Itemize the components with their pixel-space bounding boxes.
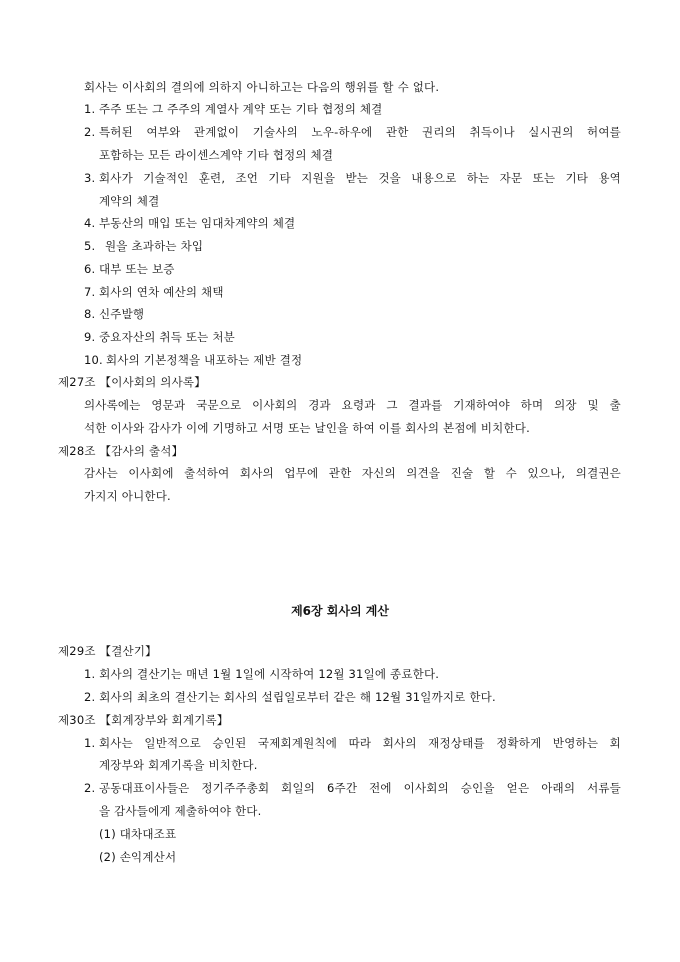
article-30-item: 공동대표이사들은 정기주주총회 회일의 6주간 전에 이사회의 승인을 얻은 아래의 서류들 (99, 781, 621, 795)
item-text: 특허된 여부와 관계없이 기술사의 노우-하우에 관한 권리의 취득이나 실시권의 허여를 (99, 125, 621, 139)
article-27-body: 의사록에는 영문과 국문으로 이사회의 경과 요령과 그 결과를 기재하여야 하며 의장 및 출 (84, 398, 621, 412)
item-text: 신주발행 (99, 307, 145, 321)
item-number: 2. (84, 781, 96, 795)
article-27-heading: 제27조 【이사회의 의사록】 (58, 375, 206, 389)
item-text-continued: 포함하는 모든 라이센스계약 기타 협정의 체결 (99, 148, 334, 162)
item-number: 4. (84, 216, 96, 230)
article-29-heading: 제29조 【결산기】 (58, 644, 157, 658)
item-text: 대부 또는 보증 (99, 262, 175, 276)
article-28-body: 감사는 이사회에 출석하여 회사의 업무에 관한 자신의 의견을 진술 할 수 있으나, 의결권은 (84, 466, 621, 480)
item-number: 8. (84, 307, 96, 321)
item-text: 주주 또는 그 주주의 계열사 계약 또는 기타 협정의 체결 (99, 102, 383, 116)
article-30-item-continued: 을 감사들에게 제출하여야 한다. (99, 804, 262, 818)
item-text: 회사가 기술적인 훈련, 조언 기타 지원을 받는 것을 내용으로 하는 자문 또는 기타 용역 (99, 171, 621, 185)
item-number: 2. (84, 125, 96, 139)
item-number: 5. (84, 239, 96, 253)
item-number: 1. (84, 102, 96, 116)
item-text-continued: 계약의 체결 (99, 194, 160, 208)
article-27-body-continued: 석한 이사와 감사가 이에 기명하고 서명 또는 날인을 하여 이를 회사의 본점에 비치한다. (84, 421, 530, 435)
article-29-item: 2. 회사의 최초의 결산기는 회사의 설립일로부터 같은 해 12월 31일까지로 한다. (84, 690, 496, 704)
sub-item: (2) 손익계산서 (99, 850, 177, 864)
item-number: 9. (84, 330, 96, 344)
item-text: 중요자산의 취득 또는 처분 (99, 330, 235, 344)
item-number: 3. (84, 171, 96, 185)
article-30-heading: 제30조 【회계장부와 회계기록】 (58, 713, 229, 727)
item-number: 6. (84, 262, 96, 276)
article-28-heading: 제28조 【감사의 출석】 (58, 444, 184, 458)
item-number: 1. (84, 736, 96, 750)
item-text: 원을 초과하는 차입 (105, 239, 204, 253)
intro-text: 회사는 이사회의 결의에 의하지 아니하고는 다음의 행위를 할 수 없다. (84, 80, 440, 94)
item-number: 7. (84, 285, 96, 299)
article-29-item: 1. 회사의 결산기는 매년 1월 1일에 시작하여 12월 31일에 종료한다. (84, 667, 440, 681)
chapter-title: 제6장 회사의 계산 (291, 604, 389, 618)
item-text: 회사의 연차 예산의 채택 (99, 285, 224, 299)
article-30-item-continued: 계장부와 회계기록을 비치한다. (99, 758, 258, 772)
article-30-item: 회사는 일반적으로 승인된 국제회계원칙에 따라 회사의 재정상태를 정확하게 반영하는 회 (99, 736, 621, 750)
item-number: 10. (84, 353, 103, 367)
sub-item: (1) 대차대조표 (99, 827, 177, 841)
item-text: 부동산의 매입 또는 임대차계약의 체결 (99, 216, 296, 230)
item-text: 회사의 기본정책을 내포하는 제반 결정 (106, 353, 303, 367)
article-28-body-continued: 가지지 아니한다. (84, 489, 171, 503)
